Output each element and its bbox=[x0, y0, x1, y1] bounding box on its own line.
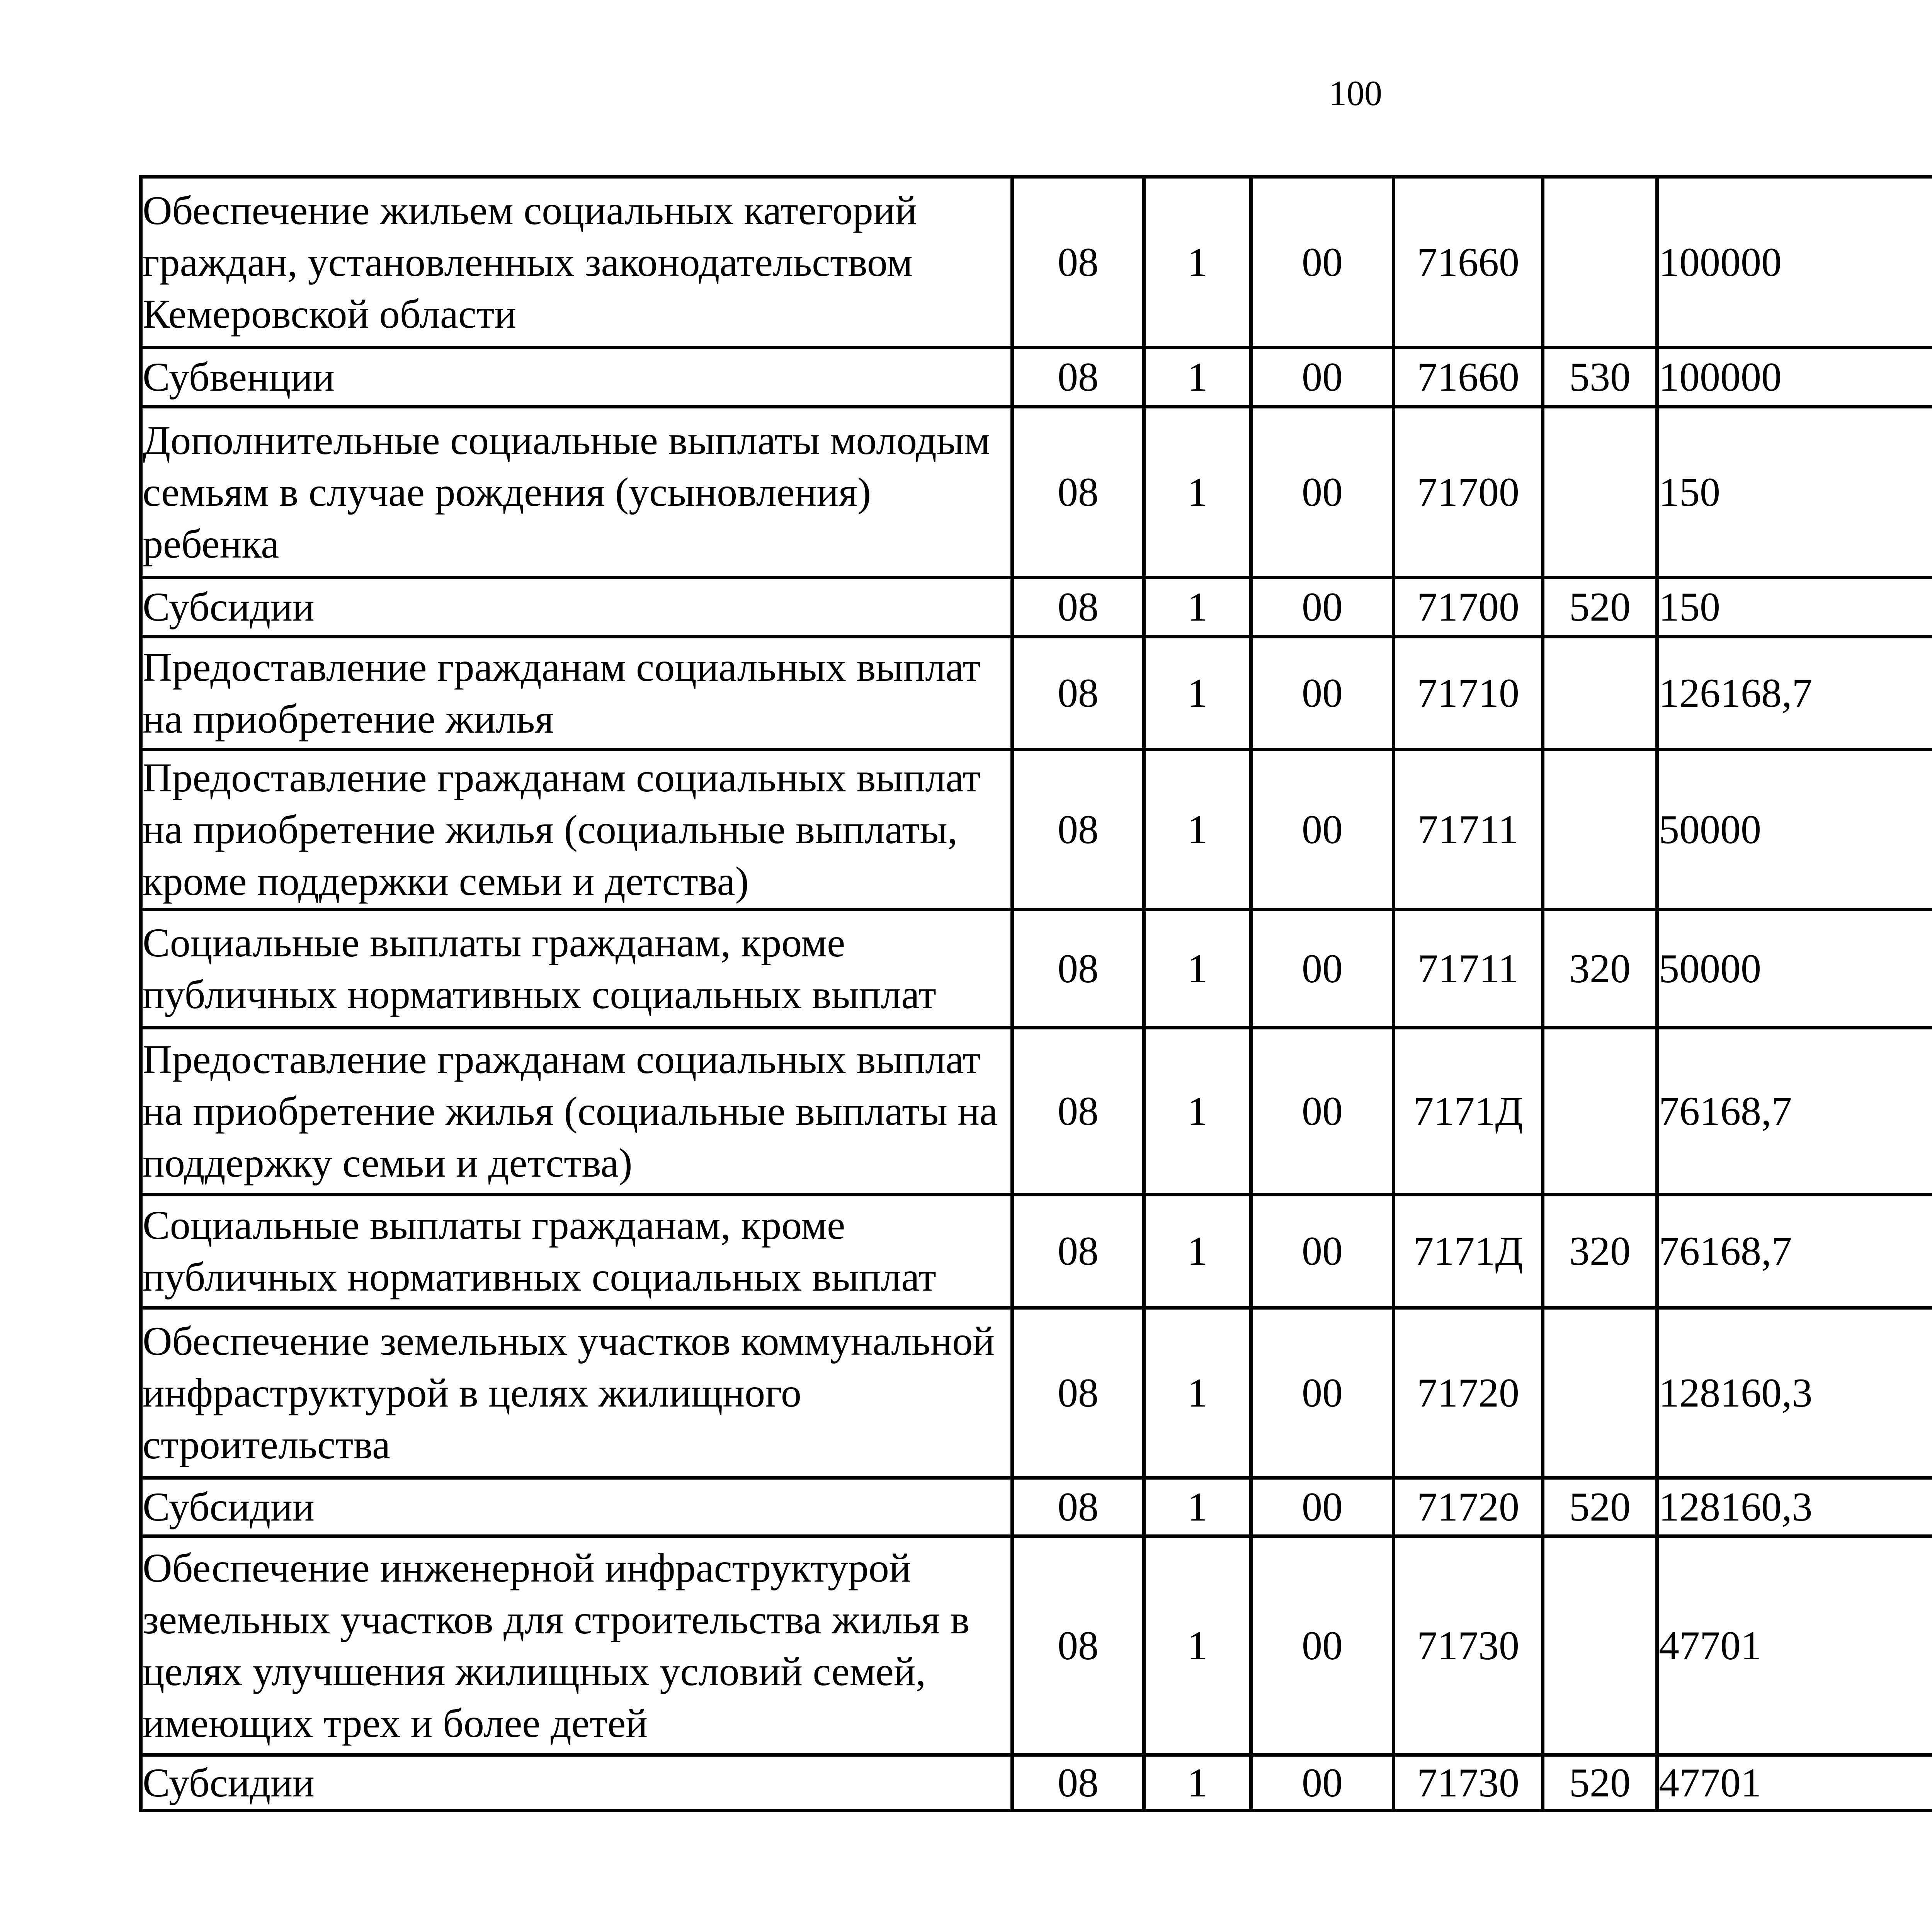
program-code: 1 bbox=[1144, 1478, 1251, 1536]
subprogram-code: 00 bbox=[1251, 910, 1394, 1028]
page-number: 100 bbox=[1329, 73, 1382, 113]
section-code: 08 bbox=[1012, 1478, 1144, 1536]
amount-year-1: 126168,7 bbox=[1657, 637, 1932, 750]
row-name: Предоставление гражданам социальных выплат на приобретение жилья (социальные выплаты на поддержку семьи и детства) bbox=[141, 1028, 1012, 1195]
amount-year-1: 100000 bbox=[1657, 348, 1932, 407]
amount-year-1: 50000 bbox=[1657, 910, 1932, 1028]
row-name: Обеспечение инженерной инфраструктурой земельных участков для строительства жилья в целях улучшения жилищных условий семей, имеющих трех и более детей bbox=[141, 1536, 1012, 1755]
subprogram-code: 00 bbox=[1251, 1028, 1394, 1195]
section-code: 08 bbox=[1012, 1536, 1144, 1755]
direction-code: 71720 bbox=[1394, 1478, 1543, 1536]
section-code: 08 bbox=[1012, 1028, 1144, 1195]
expense-type-code: 320 bbox=[1543, 1195, 1657, 1308]
program-code: 1 bbox=[1144, 578, 1251, 637]
direction-code: 71730 bbox=[1394, 1755, 1543, 1811]
amount-year-1: 128160,3 bbox=[1657, 1308, 1932, 1478]
subprogram-code: 00 bbox=[1251, 407, 1394, 578]
subprogram-code: 00 bbox=[1251, 750, 1394, 910]
row-name: Социальные выплаты гражданам, кроме публичных нормативных социальных выплат bbox=[141, 910, 1012, 1028]
direction-code: 71730 bbox=[1394, 1536, 1543, 1755]
table-row bbox=[141, 1536, 1932, 1755]
table-row bbox=[141, 1308, 1932, 1478]
amount-year-1: 50000 bbox=[1657, 750, 1932, 910]
table-row bbox=[141, 1755, 1932, 1811]
amount-year-1: 100000 bbox=[1657, 177, 1932, 348]
section-code: 08 bbox=[1012, 177, 1144, 348]
expense-type-code bbox=[1543, 1536, 1657, 1755]
section-code: 08 bbox=[1012, 750, 1144, 910]
expense-type-code bbox=[1543, 637, 1657, 750]
table-row bbox=[141, 1195, 1932, 1308]
amount-year-1: 150 bbox=[1657, 407, 1932, 578]
program-code: 1 bbox=[1144, 1308, 1251, 1478]
expense-type-code bbox=[1543, 750, 1657, 910]
subprogram-code: 00 bbox=[1251, 1536, 1394, 1755]
direction-code: 71720 bbox=[1394, 1308, 1543, 1478]
program-code: 1 bbox=[1144, 1028, 1251, 1195]
subprogram-code: 00 bbox=[1251, 637, 1394, 750]
row-name: Субсидии bbox=[141, 1755, 1012, 1811]
row-name: Субсидии bbox=[141, 1478, 1012, 1536]
row-name: Дополнительные социальные выплаты молодым семьям в случае рождения (усыновления) ребенка bbox=[141, 407, 1012, 578]
table-row bbox=[141, 177, 1932, 348]
expense-type-code: 520 bbox=[1543, 578, 1657, 637]
program-code: 1 bbox=[1144, 637, 1251, 750]
direction-code: 7171Д bbox=[1394, 1028, 1543, 1195]
direction-code: 71711 bbox=[1394, 910, 1543, 1028]
section-code: 08 bbox=[1012, 348, 1144, 407]
program-code: 1 bbox=[1144, 750, 1251, 910]
direction-code: 71700 bbox=[1394, 407, 1543, 578]
amount-year-1: 150 bbox=[1657, 578, 1932, 637]
direction-code: 71660 bbox=[1394, 348, 1543, 407]
subprogram-code: 00 bbox=[1251, 348, 1394, 407]
amount-year-1: 76168,7 bbox=[1657, 1028, 1932, 1195]
expense-type-code bbox=[1543, 1308, 1657, 1478]
section-code: 08 bbox=[1012, 1308, 1144, 1478]
section-code: 08 bbox=[1012, 1195, 1144, 1308]
row-name: Предоставление гражданам социальных выплат на приобретение жилья (социальные выплаты, кроме поддержки семьи и детства) bbox=[141, 750, 1012, 910]
subprogram-code: 00 bbox=[1251, 1478, 1394, 1536]
expense-type-code: 320 bbox=[1543, 910, 1657, 1028]
table-body bbox=[141, 177, 1932, 1811]
expense-type-code: 520 bbox=[1543, 1755, 1657, 1811]
program-code: 1 bbox=[1144, 407, 1251, 578]
table-row bbox=[141, 750, 1932, 910]
direction-code: 71660 bbox=[1394, 177, 1543, 348]
subprogram-code: 00 bbox=[1251, 177, 1394, 348]
table-row bbox=[141, 578, 1932, 637]
row-name: Социальные выплаты гражданам, кроме публичных нормативных социальных выплат bbox=[141, 1195, 1012, 1308]
section-code: 08 bbox=[1012, 407, 1144, 578]
amount-year-1: 76168,7 bbox=[1657, 1195, 1932, 1308]
program-code: 1 bbox=[1144, 348, 1251, 407]
expense-type-code bbox=[1543, 407, 1657, 578]
table-row bbox=[141, 348, 1932, 407]
table-row bbox=[141, 637, 1932, 750]
subprogram-code: 00 bbox=[1251, 1308, 1394, 1478]
budget-table bbox=[139, 175, 1932, 1812]
section-code: 08 bbox=[1012, 910, 1144, 1028]
subprogram-code: 00 bbox=[1251, 578, 1394, 637]
table-row bbox=[141, 407, 1932, 578]
direction-code: 71711 bbox=[1394, 750, 1543, 910]
amount-year-1: 47701 bbox=[1657, 1536, 1932, 1755]
row-name: Предоставление гражданам социальных выплат на приобретение жилья bbox=[141, 637, 1012, 750]
amount-year-1: 128160,3 bbox=[1657, 1478, 1932, 1536]
program-code: 1 bbox=[1144, 1195, 1251, 1308]
row-name: Субвенции bbox=[141, 348, 1012, 407]
table-row bbox=[141, 1478, 1932, 1536]
expense-type-code: 530 bbox=[1543, 348, 1657, 407]
section-code: 08 bbox=[1012, 637, 1144, 750]
table-row bbox=[141, 1028, 1932, 1195]
expense-type-code bbox=[1543, 177, 1657, 348]
direction-code: 71710 bbox=[1394, 637, 1543, 750]
direction-code: 71700 bbox=[1394, 578, 1543, 637]
subprogram-code: 00 bbox=[1251, 1755, 1394, 1811]
amount-year-1: 47701 bbox=[1657, 1755, 1932, 1811]
program-code: 1 bbox=[1144, 177, 1251, 348]
subprogram-code: 00 bbox=[1251, 1195, 1394, 1308]
direction-code: 7171Д bbox=[1394, 1195, 1543, 1308]
section-code: 08 bbox=[1012, 1755, 1144, 1811]
program-code: 1 bbox=[1144, 1536, 1251, 1755]
row-name: Обеспечение жильем социальных категорий граждан, установленных законодательством Кемеровской области bbox=[141, 177, 1012, 348]
section-code: 08 bbox=[1012, 578, 1144, 637]
row-name: Обеспечение земельных участков коммунальной инфраструктурой в целях жилищного строительства bbox=[141, 1308, 1012, 1478]
program-code: 1 bbox=[1144, 1755, 1251, 1811]
expense-type-code: 520 bbox=[1543, 1478, 1657, 1536]
row-name: Субсидии bbox=[141, 578, 1012, 637]
expense-type-code bbox=[1543, 1028, 1657, 1195]
program-code: 1 bbox=[1144, 910, 1251, 1028]
table-row bbox=[141, 910, 1932, 1028]
